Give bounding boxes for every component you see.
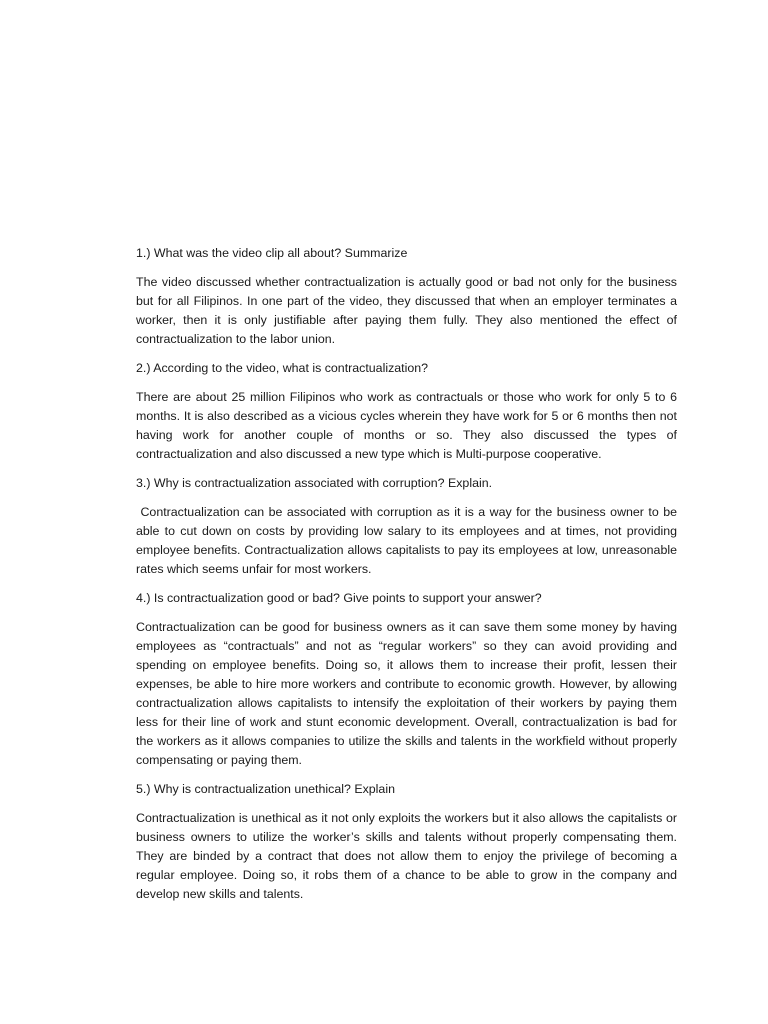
- answer-4: Contractualization can be good for business owners as it can save them some money by having employees as “contractuals” and not as “regular workers” so they can avoid providing and spending on employee benefits. Doing so, it allows them to increase their profit, lessen their expenses, be able to hire more workers and contribute to economic growth. However, by allowing contractualization allows capitalists to intensify the exploitation of their workers by paying them less for their line of work and stunt economic development. Overall, contractualization is bad for the workers as it allows companies to utilize the skills and talents in the workfield without properly compensating or paying them.: [136, 620, 677, 767]
- question-5: 5.) Why is contractualization unethical? Explain: [136, 782, 395, 796]
- answer-2: There are about 25 million Filipinos who work as contractuals or those who work for only 5 to 6 months. It is also described as a vicious cycles wherein they have work for 5 or 6 months then not having work for another couple of months or so. They also discussed the types of contractualization and also discussed a new type which is Multi-purpose cooperative.: [136, 390, 677, 461]
- answer-5: Contractualization is unethical as it not only exploits the workers but it also allows the capitalists or business owners to utilize the worker’s skills and talents without properly compensating them. They are binded by a contract that does not allow them to enjoy the privilege of becoming a regular employee. Doing so, it robs them of a chance to be able to grow in the company and develop new skills and talents.: [136, 811, 677, 901]
- question-4: 4.) Is contractualization good or bad? Give points to support your answer?: [136, 591, 542, 605]
- answer-1: The video discussed whether contractualization is actually good or bad not only for the business but for all Filipinos. In one part of the video, they discussed that when an employer terminates a worker, then it is only justifiable after paying them fully. They also mentioned the effect of contractualization to the labor union.: [136, 275, 677, 346]
- question-1: 1.) What was the video clip all about? Summarize: [136, 246, 408, 260]
- document-page: [136, 244, 677, 914]
- answer-3: Contractualization can be associated with corruption as it is a way for the business owner to be able to cut down on costs by providing low salary to its employees and at times, not providing employee benefits. Contractualization allows capitalists to pay its employees at low, unreasonable rates which seems unfair for most workers.: [136, 505, 677, 576]
- question-2: 2.) According to the video, what is contractualization?: [136, 361, 429, 375]
- question-3: 3.) Why is contractualization associated with corruption? Explain.: [136, 476, 493, 490]
